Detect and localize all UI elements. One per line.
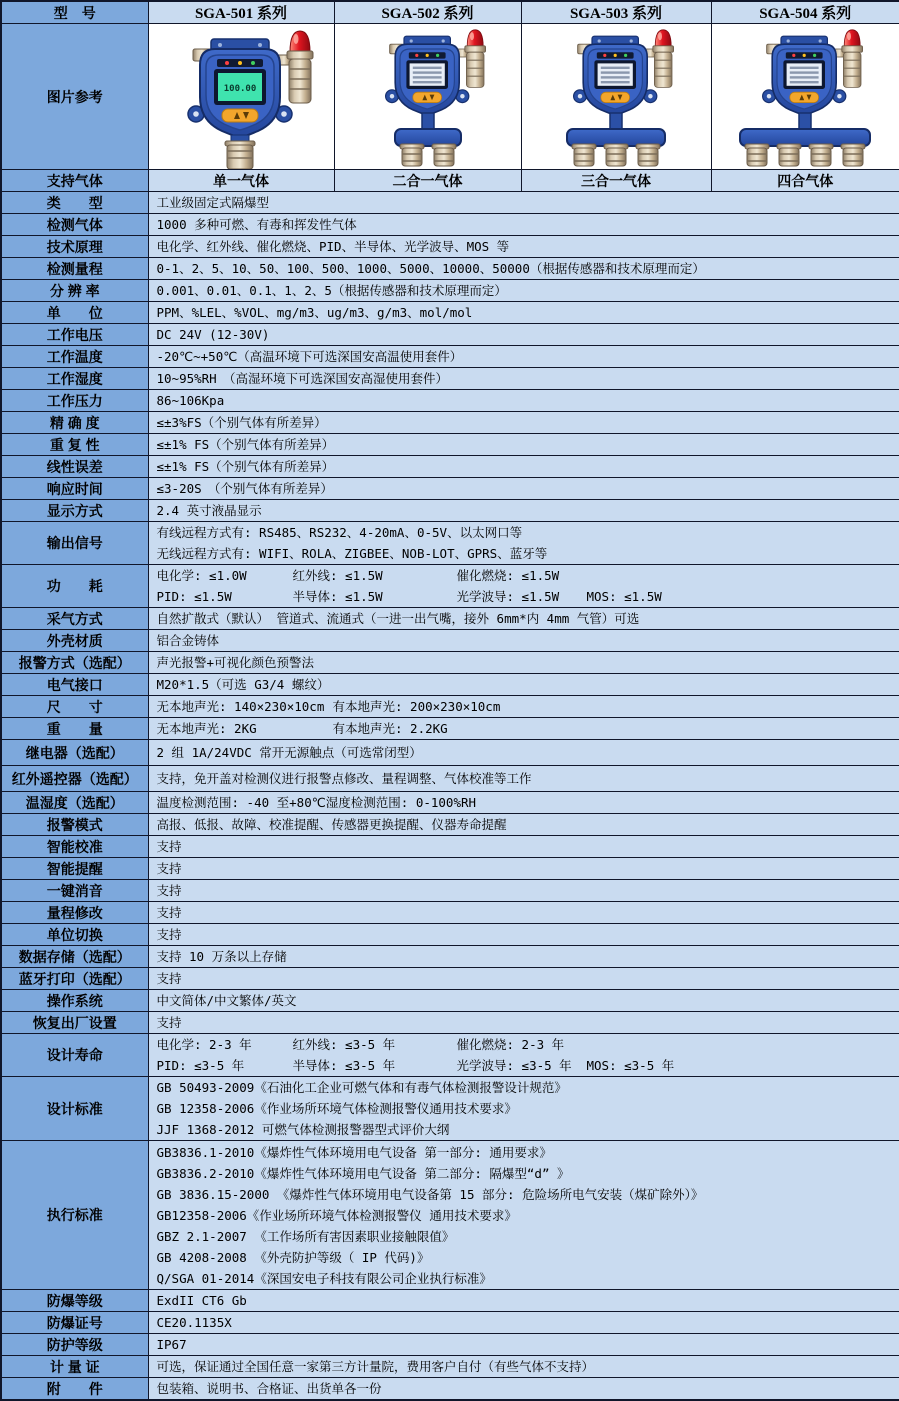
- spec-label: 恢复出厂设置: [1, 1012, 148, 1034]
- spec-line: ≤±3%FS（个别气体有所差异）: [149, 412, 899, 433]
- spec-value: [148, 718, 899, 740]
- spec-value: [148, 836, 899, 858]
- spec-label: 防护等级: [1, 1334, 148, 1356]
- detector-body: [574, 29, 674, 115]
- spec-label: 尺 寸: [1, 696, 148, 718]
- spec-line: 有线远程方式有: RS485、RS232、4-20mA、0-5V、以太网口等: [149, 522, 899, 543]
- spec-label: 附 件: [1, 1378, 148, 1401]
- spec-label: 一键消音: [1, 880, 148, 902]
- spec-value: [148, 346, 899, 368]
- spec-line: 10~95%RH （高湿环境下可选深国安高湿使用套件）: [149, 368, 899, 389]
- spec-line: GBZ 2.1-2007 《工作场所有害因素职业接触限值》: [149, 1226, 899, 1247]
- manifold-bar: [567, 129, 665, 146]
- alarm-beacon-icon: [834, 29, 863, 87]
- spec-row: [1, 1356, 899, 1378]
- spec-label: 响应时间: [1, 478, 148, 500]
- spec-line: 铝合金铸体: [149, 630, 899, 651]
- spec-value: [148, 946, 899, 968]
- spec-value: [148, 652, 899, 674]
- spec-value: [148, 880, 899, 902]
- spec-line: PPM、%LEL、%VOL、mg/m3、ug/m3、g/m3、mol/mol: [149, 302, 899, 323]
- sensor-head-icon: [604, 144, 628, 166]
- spec-label: 检测气体: [1, 214, 148, 236]
- spec-row: [1, 368, 899, 390]
- spec-line: 支持: [149, 902, 899, 923]
- spec-line: 支持，免开盖对检测仪进行报警点修改、量程调整、气体校准等工作: [149, 768, 899, 789]
- spec-line: [149, 696, 899, 717]
- spec-value: [148, 324, 899, 346]
- spec-row: [1, 412, 899, 434]
- spec-line: Q/SGA 01-2014《深国安电子科技有限公司企业执行标准》: [149, 1268, 899, 1289]
- spec-line: M20*1.5（可选 G3/4 螺纹）: [149, 674, 899, 695]
- spec-line-segment: 光学波导: ≤3-5 年: [457, 1055, 587, 1076]
- spec-row: [1, 630, 899, 652]
- device-image-cell: [521, 24, 711, 170]
- spec-row: [1, 1334, 899, 1356]
- spec-value: [148, 214, 899, 236]
- spec-label: 设计寿命: [1, 1034, 148, 1077]
- spec-row: [1, 696, 899, 718]
- spec-label: 蓝牙打印（选配）: [1, 968, 148, 990]
- spec-row: [1, 1034, 899, 1077]
- sensor-head-icon: [572, 144, 596, 166]
- spec-row: [1, 946, 899, 968]
- spec-line: 无线远程方式有: WIFI、ROLA、ZIGBEE、NOB-LOT、GPRS、蓝牙等: [149, 543, 899, 564]
- gas-detector-device: [151, 25, 331, 169]
- spec-label: 红外遥控器（选配）: [1, 766, 148, 792]
- spec-label: 精 确 度: [1, 412, 148, 434]
- spec-line-segment: 红外线: ≤1.5W: [293, 565, 457, 586]
- spec-line-segment: 光学波导: ≤1.5W: [457, 586, 587, 607]
- spec-label: 采气方式: [1, 608, 148, 630]
- spec-line: 支持: [149, 968, 899, 989]
- spec-line-segment: 湿度检测范围: 0-100%RH: [326, 792, 476, 813]
- spec-label: 显示方式: [1, 500, 148, 522]
- sensor-head-icon: [432, 144, 456, 166]
- spec-value: [148, 1141, 899, 1290]
- spec-value: [148, 412, 899, 434]
- spec-label: 温湿度（选配）: [1, 792, 148, 814]
- spec-line: 支持: [149, 858, 899, 879]
- model-header-row: [1, 1, 899, 24]
- spec-value: [148, 766, 899, 792]
- spec-value: [148, 390, 899, 412]
- spec-value: [148, 792, 899, 814]
- gas-type-cell: 二合一气体: [334, 170, 521, 192]
- spec-line: ≤3-20S （个别气体有所差异）: [149, 478, 899, 499]
- spec-line: 0-1、2、5、10、50、100、500、1000、5000、10000、50000（根据传感器和技术原理而定）: [149, 258, 899, 279]
- spec-value: [148, 522, 899, 565]
- spec-line-segment: 半导体: ≤3-5 年: [293, 1055, 457, 1076]
- spec-value: [148, 456, 899, 478]
- device-image-cell: [334, 24, 521, 170]
- spec-line: 2.4 英寸液晶显示: [149, 500, 899, 521]
- gas-detector-device: [338, 25, 518, 169]
- spec-label: 技术原理: [1, 236, 148, 258]
- spec-value: [148, 696, 899, 718]
- spec-line: GB3836.1-2010《爆炸性气体环境用电气设备 第一部分: 通用要求》: [149, 1142, 899, 1163]
- spec-line: 1000 多种可燃、有毒和挥发性气体: [149, 214, 899, 235]
- spec-line-segment: 红外线: ≤3-5 年: [293, 1034, 457, 1055]
- sensor-head-icon: [809, 144, 833, 166]
- manifold-bar: [395, 129, 461, 146]
- spec-row: [1, 766, 899, 792]
- spec-value: [148, 674, 899, 696]
- spec-row: [1, 792, 899, 814]
- spec-line: 高报、低报、故障、校准提醒、传感器更换提醒、仪器寿命提醒: [149, 814, 899, 835]
- spec-row: [1, 434, 899, 456]
- spec-row: [1, 608, 899, 630]
- spec-row: [1, 1290, 899, 1312]
- spec-row: [1, 390, 899, 412]
- spec-line-segment: PID: ≤1.5W: [157, 586, 293, 607]
- model-header-cell: SGA-501 系列: [148, 1, 334, 24]
- spec-row: [1, 1077, 899, 1141]
- spec-value: [148, 478, 899, 500]
- spec-value: [148, 968, 899, 990]
- spec-row: [1, 880, 899, 902]
- spec-row: [1, 192, 899, 214]
- spec-row: [1, 324, 899, 346]
- spec-label: 数据存储（选配）: [1, 946, 148, 968]
- spec-value: [148, 500, 899, 522]
- spec-line: JJF 1368-2012 可燃气体检测报警器型式评价大纲: [149, 1119, 899, 1140]
- spec-line: 支持: [149, 924, 899, 945]
- spec-row: [1, 214, 899, 236]
- model-header-label: 型 号: [1, 1, 148, 24]
- spec-line-segment: MOS: ≤3-5 年: [587, 1055, 675, 1076]
- spec-line: [149, 792, 899, 813]
- spec-line: GB12358-2006《作业场所环境气体检测报警仪 通用技术要求》: [149, 1205, 899, 1226]
- device-image-cell: [148, 24, 334, 170]
- spec-line: [149, 1034, 899, 1055]
- model-header-cell: SGA-503 系列: [521, 1, 711, 24]
- spec-line: 支持: [149, 880, 899, 901]
- spec-value: [148, 1356, 899, 1378]
- spec-label: 单位切换: [1, 924, 148, 946]
- spec-line-segment: 半导体: ≤1.5W: [293, 586, 457, 607]
- spec-value: [148, 1334, 899, 1356]
- gas-type-cell: 四合气体: [711, 170, 899, 192]
- spec-row: [1, 1378, 899, 1401]
- spec-label: 智能提醒: [1, 858, 148, 880]
- device-buttons: [412, 92, 441, 102]
- spec-label: 工作电压: [1, 324, 148, 346]
- spec-value: [148, 1077, 899, 1141]
- spec-row: [1, 674, 899, 696]
- spec-line: GB 4208-2008 《外壳防护等级（ IP 代码)》: [149, 1247, 899, 1268]
- spec-row: [1, 302, 899, 324]
- spec-label: 工作温度: [1, 346, 148, 368]
- spec-label: 电气接口: [1, 674, 148, 696]
- spec-value: [148, 192, 899, 214]
- spec-value: [148, 990, 899, 1012]
- device-buttons: [601, 92, 630, 102]
- spec-label: 分 辨 率: [1, 280, 148, 302]
- gas-type-cell: 三合一气体: [521, 170, 711, 192]
- spec-label: 工作压力: [1, 390, 148, 412]
- spec-label: 操作系统: [1, 990, 148, 1012]
- spec-line: 电化学、红外线、催化燃烧、PID、半导体、光学波导、MOS 等: [149, 236, 899, 257]
- spec-line: [149, 1055, 899, 1076]
- spec-label: 重 量: [1, 718, 148, 740]
- spec-row: [1, 990, 899, 1012]
- spec-value: [148, 1012, 899, 1034]
- spec-row: [1, 1012, 899, 1034]
- spec-line-segment: 电化学: 2-3 年: [157, 1034, 293, 1055]
- spec-label: 继电器（选配）: [1, 740, 148, 766]
- image-row: [1, 24, 899, 170]
- spec-line: 支持 10 万条以上存储: [149, 946, 899, 967]
- spec-line: [149, 565, 899, 586]
- spec-row: [1, 718, 899, 740]
- spec-value: [148, 236, 899, 258]
- spec-value: [148, 630, 899, 652]
- spec-line: 支持: [149, 1012, 899, 1033]
- detector-body: [188, 31, 313, 138]
- spec-value: [148, 608, 899, 630]
- spec-line: IP67: [149, 1334, 899, 1355]
- spec-row: [1, 858, 899, 880]
- spec-label: 防爆证号: [1, 1312, 148, 1334]
- spec-label: 报警模式: [1, 814, 148, 836]
- spec-label: 报警方式（选配）: [1, 652, 148, 674]
- spec-row: [1, 924, 899, 946]
- alarm-beacon-icon: [277, 31, 313, 103]
- image-row-label: 图片参考: [1, 24, 148, 170]
- spec-row: [1, 902, 899, 924]
- spec-label: 工作湿度: [1, 368, 148, 390]
- spec-row: [1, 280, 899, 302]
- spec-label: 量程修改: [1, 902, 148, 924]
- spec-value: [148, 1378, 899, 1401]
- spec-label: 防爆等级: [1, 1290, 148, 1312]
- detector-body: [385, 29, 485, 115]
- spec-label: 输出信号: [1, 522, 148, 565]
- spec-value: [148, 368, 899, 390]
- spec-label: 检测量程: [1, 258, 148, 280]
- model-header-cell: SGA-502 系列: [334, 1, 521, 24]
- spec-row: [1, 740, 899, 766]
- spec-label: 智能校准: [1, 836, 148, 858]
- sensor-head-icon: [400, 144, 424, 166]
- spec-line: GB 3836.15-2000 《爆炸性气体环境用电气设备第 15 部分: 危险场所电气安装（煤矿除外）》: [149, 1184, 899, 1205]
- spec-line: 支持: [149, 836, 899, 857]
- spec-line-segment: 有本地声光: 200×230×10cm: [333, 696, 501, 717]
- spec-line: ≤±1% FS（个别气体有所差异）: [149, 434, 899, 455]
- screen-reading: 100.00: [224, 84, 257, 94]
- spec-line-segment: 电化学: ≤1.0W: [157, 565, 293, 586]
- spec-line: -20℃~+50℃（高温环境下可选深国安高温使用套件）: [149, 346, 899, 367]
- spec-value: [148, 902, 899, 924]
- spec-row: [1, 652, 899, 674]
- spec-row: [1, 258, 899, 280]
- spec-line: 2 组 1A/24VDC 常开无源触点（可选常闭型）: [149, 742, 899, 763]
- sensor-head-icon: [636, 144, 660, 166]
- spec-value: [148, 434, 899, 456]
- spec-value: [148, 565, 899, 608]
- alarm-beacon-icon: [456, 29, 485, 87]
- spec-line: 可选，保证通过全国任意一家第三方计量院，费用客户自付（有些气体不支持）: [149, 1356, 899, 1377]
- spec-line-segment: PID: ≤3-5 年: [157, 1055, 293, 1076]
- gas-type-cell: 单一气体: [148, 170, 334, 192]
- spec-line: CE20.1135X: [149, 1312, 899, 1333]
- gas-row: [1, 170, 899, 192]
- spec-row: [1, 565, 899, 608]
- spec-label: 设计标准: [1, 1077, 148, 1141]
- gas-detector-device: [715, 25, 895, 169]
- alarm-beacon-icon: [645, 29, 674, 87]
- spec-line: 包装箱、说明书、合格证、出货单各一份: [149, 1378, 899, 1399]
- spec-line: 声光报警+可视化颜色预警法: [149, 652, 899, 673]
- spec-value: [148, 280, 899, 302]
- spec-line: GB3836.2-2010《爆炸性气体环境用电气设备 第二部分: 隔爆型“d” 》: [149, 1163, 899, 1184]
- spec-line-segment: 催化燃烧: 2-3 年: [457, 1034, 565, 1055]
- spec-line: DC 24V (12-30V): [149, 324, 899, 345]
- spec-line-segment: 温度检测范围: -40 至+80℃: [157, 792, 326, 813]
- spec-value: [148, 1034, 899, 1077]
- spec-value: [148, 924, 899, 946]
- spec-value: [148, 302, 899, 324]
- spec-value: [148, 740, 899, 766]
- spec-line-segment: 催化燃烧: ≤1.5W: [457, 565, 560, 586]
- spec-value: [148, 814, 899, 836]
- spec-value: [148, 858, 899, 880]
- spec-label: 计 量 证: [1, 1356, 148, 1378]
- spec-line: 中文简体/中文繁体/英文: [149, 990, 899, 1011]
- spec-label: 线性误差: [1, 456, 148, 478]
- spec-row: [1, 814, 899, 836]
- device-buttons: [222, 109, 258, 122]
- spec-line-segment: 有本地声光: 2.2KG: [333, 718, 448, 739]
- spec-line: GB 12358-2006《作业场所环境气体检测报警仪通用技术要求》: [149, 1098, 899, 1119]
- detector-body: [763, 29, 863, 115]
- spec-value: [148, 1290, 899, 1312]
- sensor-head-icon: [777, 144, 801, 166]
- sensor-head-icon: [225, 141, 255, 169]
- spec-row: [1, 236, 899, 258]
- spec-line: [149, 586, 899, 607]
- spec-row: [1, 1141, 899, 1290]
- spec-line-segment: 无本地声光: 140×230×10cm: [157, 696, 333, 717]
- spec-line: [149, 718, 899, 739]
- spec-row: [1, 968, 899, 990]
- spec-row: [1, 478, 899, 500]
- device-buttons: [790, 92, 819, 102]
- spec-row: [1, 1312, 899, 1334]
- device-image-cell: [711, 24, 899, 170]
- sensor-head-icon: [841, 144, 865, 166]
- spec-line: ExdII CT6 Gb: [149, 1290, 899, 1311]
- spec-line: 工业级固定式隔爆型: [149, 192, 899, 213]
- spec-table-body: [1, 1, 899, 1400]
- spec-value: [148, 258, 899, 280]
- spec-line: 0.001、0.01、0.1、1、2、5（根据传感器和技术原理而定）: [149, 280, 899, 301]
- spec-line: ≤±1% FS（个别气体有所差异）: [149, 456, 899, 477]
- sensor-head-icon: [745, 144, 769, 166]
- spec-line: GB 50493-2009《石油化工企业可燃气体和有毒气体检测报警设计规范》: [149, 1077, 899, 1098]
- spec-row: [1, 456, 899, 478]
- spec-line: 86~106Kpa: [149, 390, 899, 411]
- spec-line-segment: 无本地声光: 2KG: [157, 718, 333, 739]
- spec-row: [1, 500, 899, 522]
- spec-label: 重 复 性: [1, 434, 148, 456]
- spec-value: [148, 1312, 899, 1334]
- gas-row-label: 支持气体: [1, 170, 148, 192]
- spec-row: [1, 836, 899, 858]
- manifold-bar: [740, 129, 870, 146]
- spec-label: 执行标准: [1, 1141, 148, 1290]
- spec-label: 功 耗: [1, 565, 148, 608]
- spec-row: [1, 346, 899, 368]
- gas-detector-device: [526, 25, 706, 169]
- spec-label: 单 位: [1, 302, 148, 324]
- spec-line-segment: MOS: ≤1.5W: [587, 586, 662, 607]
- spec-label: 外壳材质: [1, 630, 148, 652]
- spec-label: 类 型: [1, 192, 148, 214]
- model-header-cell: SGA-504 系列: [711, 1, 899, 24]
- spec-line: 自然扩散式（默认） 管道式、流通式（一进一出气嘴，接外 6mm*内 4mm 气管）可选: [149, 608, 899, 629]
- spec-row: [1, 522, 899, 565]
